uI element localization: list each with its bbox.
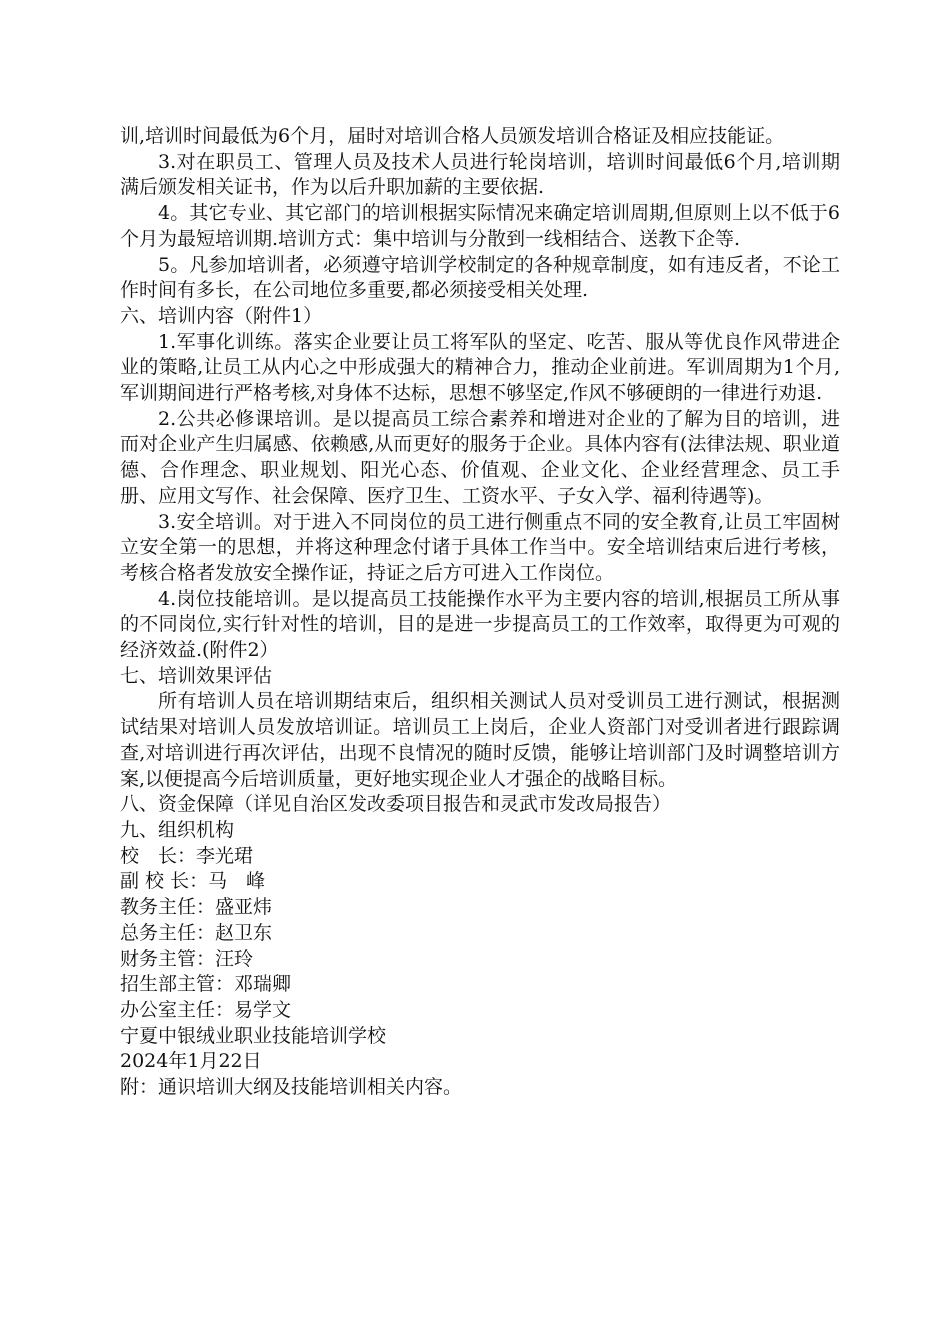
appendix-note: 附：通识培训大纲及技能培训相关内容。 — [120, 1076, 463, 1099]
staff-principal: 校 长：李光珺 — [120, 844, 254, 867]
staff-vice-principal: 副 校 长：马 峰 — [120, 870, 266, 893]
staff-office: 办公室主任：易学文 — [120, 998, 292, 1021]
paragraph-public-course: 2.公共必修课培训。是以提高员工综合素养和增进对企业的了解为目的培训，进而对企业产生归属感、依赖感,从而更好的服务于企业。具体内容有(法律法规、职业道德、合作理念、职业规划、阳光心态、价值观、企业文化、企业经营理念、员工手册、应用文写作、社会保障、医疗卫生、工资水平、子女入学、福利待遇等)。 — [120, 407, 840, 507]
paragraph-evaluation: 所有培训人员在培训期结束后，组织相关测试人员对受训员工进行测试，根据测试结果对培训人员发放培训证。培训员工上岗后，企业人资部门对受训者进行跟踪调查,对培训进行再次评估，出现不良情况的随时反馈，能够让培训部门及时调整培训方案,以便提高今后培训质量，更好地实现企业人才强企的战略目标。 — [120, 690, 840, 790]
staff-academic-director: 教务主任：盛亚炜 — [120, 896, 273, 919]
section-heading-funding: 八、资金保障（详见自治区发改委项目报告和灵武市发改局报告） — [120, 793, 672, 816]
paragraph-continued: 训,培训时间最低为6个月，届时对培训合格人员颁发培训合格证及相应技能证。 — [120, 125, 785, 147]
paragraph-other-training: 4。其它专业、其它部门的培训根据实际情况来确定培训周期,但原则上以不低于6个月为最短培训期.培训方式：集中培训与分散到一线相结合、送教下企等. — [120, 202, 840, 250]
staff-finance: 财务主管：汪玲 — [120, 947, 254, 970]
paragraph-safety-training: 3.安全培训。对于进入不同岗位的员工进行侧重点不同的安全教育,让员工牢固树立安全第一的思想，并将这种理念付诸于具体工作当中。安全培训结束后进行考核，考核合格者发放安全操作证，持证之后方可进入工作岗位。 — [120, 510, 840, 584]
paragraph-skill-training: 4.岗位技能培训。是以提高员工技能操作水平为主要内容的培训,根据员工所从事的不同岗位,实行针对性的培训，目的是进一步提高员工的工作效率，取得更为可观的经济效益.(附件2） — [120, 587, 840, 662]
staff-general-affairs: 总务主任：赵卫东 — [120, 921, 273, 944]
signature-date: 2024年1月22日 — [120, 1050, 262, 1073]
section-heading-evaluation: 七、培训效果评估 — [120, 664, 273, 687]
section-heading-content: 六、培训内容（附件1） — [120, 304, 323, 327]
signature-organization: 宁夏中银绒业职业技能培训学校 — [120, 1024, 387, 1047]
staff-admissions: 招生部主管：邓瑞卿 — [120, 973, 292, 996]
staff-list — [120, 844, 840, 1024]
document-page — [120, 124, 840, 1101]
section-heading-organization: 九、组织机构 — [120, 818, 235, 841]
paragraph-military-training: 1.军事化训练。落实企业要让员工将军队的坚定、吃苦、服从等优良作风带进企业的策略,让员工从内心之中形成强大的精神合力，推动企业前进。军训周期为1个月,军训期间进行严格考核,对身体不达标，思想不够坚定,作风不够硬朗的一律进行劝退. — [120, 330, 840, 405]
paragraph-rotation-training: 3.对在职员工、管理人员及技术人员进行轮岗培训，培训时间最低6个月,培训期满后颁发相关证书，作为以后升职加薪的主要依据. — [120, 150, 840, 199]
paragraph-rules: 5。凡参加培训者，必须遵守培训学校制定的各种规章制度，如有违反者，不论工作时间有多长，在公司地位多重要,都必须接受相关处理. — [120, 253, 840, 302]
